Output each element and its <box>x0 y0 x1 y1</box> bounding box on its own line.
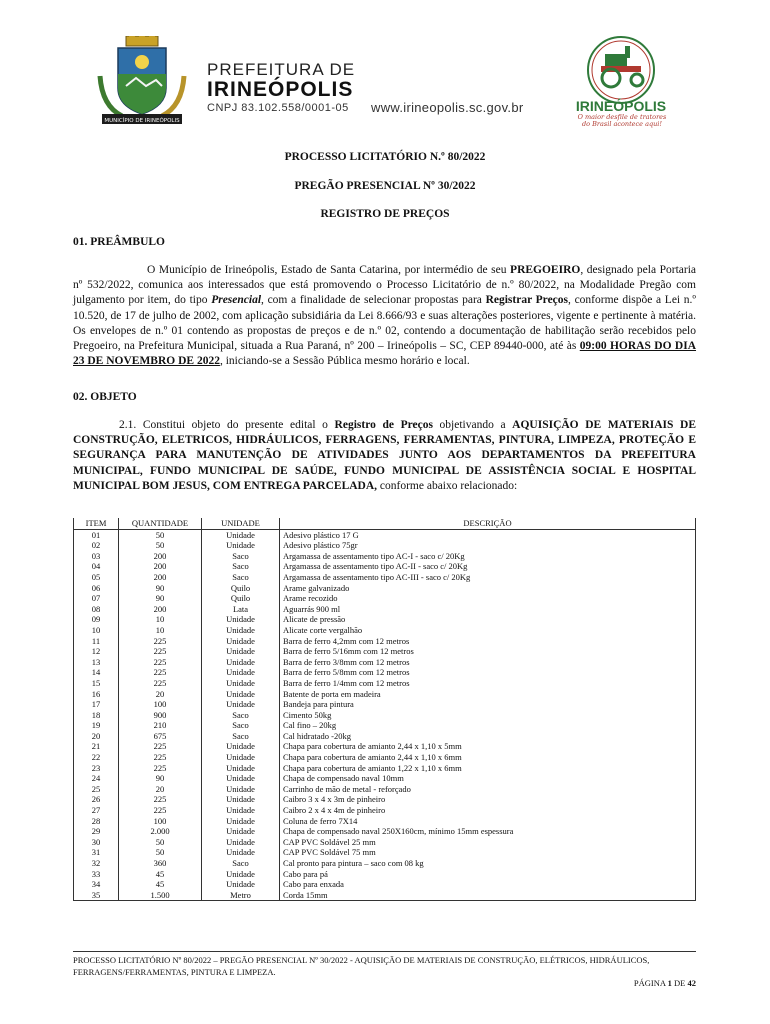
cell-quantidade: 225 <box>119 657 202 668</box>
table-row <box>74 731 696 742</box>
cell-item: 33 <box>74 869 119 880</box>
cell-quantidade: 225 <box>119 636 202 647</box>
cell-unidade: Saco <box>202 720 280 731</box>
cell-descricao: CAP PVC Soldável 25 mm <box>280 837 696 848</box>
cell-unidade: Unidade <box>202 826 280 837</box>
cell-quantidade: 225 <box>119 667 202 678</box>
cell-quantidade: 225 <box>119 646 202 657</box>
registro-title: REGISTRO DE PREÇOS <box>320 208 450 220</box>
cell-descricao: Chapa de compensado naval 10mm <box>280 773 696 784</box>
cell-unidade: Unidade <box>202 625 280 636</box>
cell-item: 11 <box>74 636 119 647</box>
table-row <box>74 678 696 689</box>
cell-unidade: Saco <box>202 561 280 572</box>
cell-item: 31 <box>74 847 119 858</box>
objeto-text-1: 2.1. Constitui objeto do presente edital o <box>119 419 335 431</box>
cell-quantidade: 200 <box>119 572 202 583</box>
cell-quantidade: 50 <box>119 529 202 540</box>
table-row <box>74 710 696 721</box>
cell-descricao: Coluna de ferro 7X14 <box>280 816 696 827</box>
cell-quantidade: 200 <box>119 604 202 615</box>
cell-quantidade: 10 <box>119 614 202 625</box>
cell-unidade: Unidade <box>202 869 280 880</box>
table-row <box>74 890 696 901</box>
cell-item: 35 <box>74 890 119 901</box>
cell-descricao: Barra de ferro 5/8mm com 12 metros <box>280 667 696 678</box>
header-unidade: UNIDADE <box>202 518 280 529</box>
table-row <box>74 720 696 731</box>
cell-descricao: Cabo para pá <box>280 869 696 880</box>
cell-item: 28 <box>74 816 119 827</box>
cell-quantidade: 225 <box>119 805 202 816</box>
table-row <box>74 561 696 572</box>
cell-quantidade: 45 <box>119 869 202 880</box>
table-row <box>74 529 696 540</box>
cell-item: 32 <box>74 858 119 869</box>
cell-unidade: Unidade <box>202 678 280 689</box>
objeto-heading: 02. OBJETO <box>73 391 137 403</box>
cell-descricao: Corda 15mm <box>280 890 696 901</box>
cell-descricao: Adesivo plástico 17 G <box>280 529 696 540</box>
cell-descricao: Barra de ferro 4,2mm com 12 metros <box>280 636 696 647</box>
preambulo-text-5: , iniciando-se a Sessão Pública mesmo horário e local. <box>219 355 470 368</box>
cell-descricao: Cal fino – 20kg <box>280 720 696 731</box>
cell-quantidade: 1.500 <box>119 890 202 901</box>
table-row <box>74 625 696 636</box>
page-of: DE <box>674 978 686 988</box>
cell-descricao: Argamassa de assentamento tipo AC-III - saco c/ 20Kg <box>280 572 696 583</box>
cell-quantidade: 90 <box>119 593 202 604</box>
cell-descricao: Chapa de compensado naval 250X160cm, mínimo 15mm espessura <box>280 826 696 837</box>
table-row <box>74 741 696 752</box>
cell-descricao: Cabo para enxada <box>280 879 696 890</box>
cell-unidade: Unidade <box>202 816 280 827</box>
table-row <box>74 752 696 763</box>
cell-descricao: Caibro 3 x 4 x 3m de pinheiro <box>280 794 696 805</box>
preambulo-text-4: , conforme dispõe a Lei n.º 10.520, de 17 de julho de 2002, com aplicação subsidiária da Lei 8.666/93 e suas alterações posteriores, vigente e pertinente à matéria. Os envelopes de n.º 01 contendo as propostas de preços e de n.º 02, contendo a documentação de habilitação serão recebidos pelo Pregoeiro, na Prefeitura Municipal, situada a Rua Paraná, nº 200 – Irineópolis – SC, CEP 89440-000, até às <box>73 294 697 353</box>
cell-descricao: Cal pronto para pintura – saco com 08 kg <box>280 858 696 869</box>
table-row <box>74 816 696 827</box>
cell-quantidade: 900 <box>119 710 202 721</box>
cell-quantidade: 90 <box>119 773 202 784</box>
preambulo-bold-2: Presencial <box>211 294 262 307</box>
cell-item: 17 <box>74 699 119 710</box>
prefeitura-line1: PREFEITURA DE <box>207 60 356 79</box>
cell-descricao: Chapa para cobertura de amianto 1,22 x 1,10 x 6mm <box>280 763 696 774</box>
cell-descricao: Cal hidratado -20kg <box>280 731 696 742</box>
table-row <box>74 869 696 880</box>
cell-unidade: Unidade <box>202 805 280 816</box>
table-row <box>74 636 696 647</box>
table-row <box>74 593 696 604</box>
cell-quantidade: 225 <box>119 763 202 774</box>
table-row <box>74 540 696 551</box>
cell-item: 12 <box>74 646 119 657</box>
cell-quantidade: 225 <box>119 678 202 689</box>
cell-unidade: Unidade <box>202 689 280 700</box>
cell-quantidade: 675 <box>119 731 202 742</box>
cell-unidade: Unidade <box>202 752 280 763</box>
table-row <box>74 667 696 678</box>
cell-unidade: Unidade <box>202 763 280 774</box>
cell-item: 23 <box>74 763 119 774</box>
cell-quantidade: 50 <box>119 847 202 858</box>
cell-unidade: Metro <box>202 890 280 901</box>
table-row <box>74 614 696 625</box>
cell-item: 30 <box>74 837 119 848</box>
cell-item: 03 <box>74 551 119 562</box>
cell-item: 21 <box>74 741 119 752</box>
cell-quantidade: 225 <box>119 752 202 763</box>
cell-item: 29 <box>74 826 119 837</box>
footer-text: PROCESSO LICITATÓRIO Nº 80/2022 – PREGÃO PRESENCIAL Nº 30/2022 - AQUISIÇÃO DE MATERIAIS DE CONSTRUÇÃO, ELÉTRICOS, HIDRÁULICOS, FERRAGENS/FERRAMENTAS, PINTURA E LIMPEZA. <box>73 955 650 977</box>
header-descricao: DESCRIÇÃO <box>280 518 696 529</box>
cell-descricao: Batente de porta em madeira <box>280 689 696 700</box>
cell-quantidade: 2.000 <box>119 826 202 837</box>
cell-descricao: Bandeja para pintura <box>280 699 696 710</box>
table-row <box>74 837 696 848</box>
table-row <box>74 689 696 700</box>
objeto-text-2: objetivando a <box>432 419 513 431</box>
preambulo-text-1: O Município de Irineópolis, Estado de Santa Catarina, por intermédio de seu <box>147 264 511 276</box>
preambulo-heading: 01. PREÂMBULO <box>73 236 165 248</box>
cnpj-text: CNPJ 83.102.558/0001-05 <box>207 102 349 114</box>
table-row <box>74 826 696 837</box>
cell-descricao: Chapa para cobertura de amianto 2,44 x 1,10 x 5mm <box>280 741 696 752</box>
table-header-row <box>74 518 696 529</box>
preambulo-bold-3: Registrar Preços <box>485 294 569 307</box>
cell-descricao: Barra de ferro 3/8mm com 12 metros <box>280 657 696 668</box>
cell-descricao: Adesivo plástico 75gr <box>280 540 696 551</box>
items-table <box>73 518 696 901</box>
brand-name: IRINEÓPOLIS <box>575 98 667 114</box>
table-row <box>74 699 696 710</box>
cell-quantidade: 200 <box>119 561 202 572</box>
prefeitura-line2: IRINEÓPOLIS <box>207 78 354 101</box>
cell-unidade: Unidade <box>202 794 280 805</box>
cell-quantidade: 225 <box>119 741 202 752</box>
cell-item: 34 <box>74 879 119 890</box>
cell-item: 10 <box>74 625 119 636</box>
cell-item: 20 <box>74 731 119 742</box>
objeto-bold-1: Registro de Preços <box>334 419 433 431</box>
cell-unidade: Saco <box>202 858 280 869</box>
cell-item: 07 <box>74 593 119 604</box>
cell-descricao: Argamassa de assentamento tipo AC-I - saco c/ 20Kg <box>280 551 696 562</box>
cell-unidade: Unidade <box>202 784 280 795</box>
cell-item: 04 <box>74 561 119 572</box>
cell-item: 13 <box>74 657 119 668</box>
table-row <box>74 763 696 774</box>
cell-quantidade: 225 <box>119 794 202 805</box>
cell-quantidade: 50 <box>119 540 202 551</box>
cell-unidade: Quilo <box>202 583 280 594</box>
cell-unidade: Quilo <box>202 593 280 604</box>
preambulo-text-3: , com a finalidade de selecionar propostas para <box>261 294 486 307</box>
cell-item: 08 <box>74 604 119 615</box>
table-row <box>74 657 696 668</box>
table-row <box>74 773 696 784</box>
page-label: PÁGINA <box>633 978 666 988</box>
cell-item: 09 <box>74 614 119 625</box>
cell-unidade: Unidade <box>202 529 280 540</box>
cell-unidade: Saco <box>202 731 280 742</box>
cell-unidade: Saco <box>202 572 280 583</box>
cell-item: 26 <box>74 794 119 805</box>
cell-unidade: Unidade <box>202 540 280 551</box>
cell-unidade: Unidade <box>202 847 280 858</box>
cell-unidade: Saco <box>202 710 280 721</box>
cell-item: 01 <box>74 529 119 540</box>
header-item: ITEM <box>74 518 119 529</box>
page-current: 1 <box>667 978 672 988</box>
cell-unidade: Unidade <box>202 657 280 668</box>
cell-item: 02 <box>74 540 119 551</box>
cell-descricao: Barra de ferro 1/4mm com 12 metros <box>280 678 696 689</box>
cell-unidade: Saco <box>202 551 280 562</box>
cell-quantidade: 200 <box>119 551 202 562</box>
letterhead <box>0 28 770 128</box>
cell-descricao: Alicate de pressão <box>280 614 696 625</box>
cell-descricao: CAP PVC Soldável 75 mm <box>280 847 696 858</box>
cell-item: 16 <box>74 689 119 700</box>
table-row <box>74 572 696 583</box>
cell-unidade: Unidade <box>202 837 280 848</box>
table-row <box>74 784 696 795</box>
header-quantidade: QUANTIDADE <box>119 518 202 529</box>
cell-unidade: Unidade <box>202 699 280 710</box>
cell-descricao: Barra de ferro 5/16mm com 12 metros <box>280 646 696 657</box>
cell-unidade: Unidade <box>202 646 280 657</box>
cell-item: 06 <box>74 583 119 594</box>
pregao-title: PREGÃO PRESENCIAL Nº 30/2022 <box>294 180 476 192</box>
table-row <box>74 604 696 615</box>
cell-item: 25 <box>74 784 119 795</box>
objeto-bold-2: AQUISIÇÃO DE MATERIAIS DE CONSTRUÇÃO, ELETRICOS, HIDRÁULICOS, FERRAGENS, FERRAMENTAS, PINTURA, LIMPEZA, PROTEÇÃO E SEGURANÇA PARA MANUTENÇÃO DE ATIVIDADES JUNTO AOS DEPARTAMENTOS DA PREFEITURA MUNICIPAL, FUNDO MUNICIPAL DE SAÚDE, FUNDO MUNICIPAL DE ASSISTÊNCIA SOCIAL E HOSPITAL MUNICIPAL BOM JESUS, COM ENTREGA PARCELADA, <box>73 419 697 492</box>
table-body <box>74 529 696 901</box>
table-row <box>74 858 696 869</box>
table-row <box>74 551 696 562</box>
objeto-paragraph <box>73 418 696 494</box>
cell-item: 14 <box>74 667 119 678</box>
cell-item: 27 <box>74 805 119 816</box>
cell-quantidade: 90 <box>119 583 202 594</box>
website-link[interactable]: www.irineopolis.sc.gov.br <box>371 100 524 115</box>
municipal-crest-icon <box>96 36 188 126</box>
cell-item: 19 <box>74 720 119 731</box>
cell-quantidade: 20 <box>119 689 202 700</box>
cell-unidade: Unidade <box>202 773 280 784</box>
cell-descricao: Caibro 2 x 4 x 4m de pinheiro <box>280 805 696 816</box>
objeto-text-3: conforme abaixo relacionado: <box>377 479 518 492</box>
table-row <box>74 847 696 858</box>
table-row <box>74 879 696 890</box>
table-row <box>74 805 696 816</box>
cell-descricao: Aguarrás 900 ml <box>280 604 696 615</box>
cell-item: 24 <box>74 773 119 784</box>
table-row <box>74 646 696 657</box>
table-row <box>74 794 696 805</box>
cell-item: 22 <box>74 752 119 763</box>
preambulo-bold-1: PREGOEIRO <box>510 264 581 276</box>
cell-descricao: Cimento 50kg <box>280 710 696 721</box>
cell-quantidade: 100 <box>119 699 202 710</box>
cell-unidade: Unidade <box>202 741 280 752</box>
cell-descricao: Alicate corte vergalhão <box>280 625 696 636</box>
cell-quantidade: 45 <box>119 879 202 890</box>
cell-unidade: Unidade <box>202 879 280 890</box>
cell-descricao: Arame recozido <box>280 593 696 604</box>
cell-descricao: Carrinho de mão de metal - reforçado <box>280 784 696 795</box>
cell-item: 18 <box>74 710 119 721</box>
brand-tagline: O maior desfile de tratores do Brasil acontece aqui! <box>577 113 667 128</box>
cell-quantidade: 360 <box>119 858 202 869</box>
preambulo-paragraph <box>73 263 696 369</box>
cell-unidade: Unidade <box>202 636 280 647</box>
table-row <box>74 583 696 594</box>
processo-title: PROCESSO LICITATÓRIO N.º 80/2022 <box>284 151 486 163</box>
cell-item: 05 <box>74 572 119 583</box>
cell-descricao: Arame galvanizado <box>280 583 696 594</box>
preambulo-text-2: , designado pela Portaria nº 532/2022, comunica aos interessados que está promovendo o Processo Licitatório de n.º 80/2022, na Modalidade Pregão com julgamento por item, do tipo <box>73 264 697 307</box>
footer-divider <box>73 951 696 952</box>
preambulo-deadline: 09:00 HORAS DO DIA 23 DE NOVEMBRO DE 2022 <box>73 340 697 368</box>
cell-quantidade: 20 <box>119 784 202 795</box>
cell-item: 15 <box>74 678 119 689</box>
crest-banner-text: MUNICÍPIO DE IRINEÓPOLIS <box>104 118 180 124</box>
cell-descricao: Argamassa de assentamento tipo AC-II - saco c/ 20Kg <box>280 561 696 572</box>
cell-descricao: Chapa para cobertura de amianto 2,44 x 1,10 x 6mm <box>280 752 696 763</box>
cell-quantidade: 10 <box>119 625 202 636</box>
cell-quantidade: 100 <box>119 816 202 827</box>
page-number <box>500 978 696 988</box>
page-total: 42 <box>687 978 696 988</box>
cell-unidade: Lata <box>202 604 280 615</box>
cell-quantidade: 210 <box>119 720 202 731</box>
cell-unidade: Unidade <box>202 614 280 625</box>
prefeitura-title <box>207 61 355 115</box>
cell-unidade: Unidade <box>202 667 280 678</box>
cell-quantidade: 50 <box>119 837 202 848</box>
